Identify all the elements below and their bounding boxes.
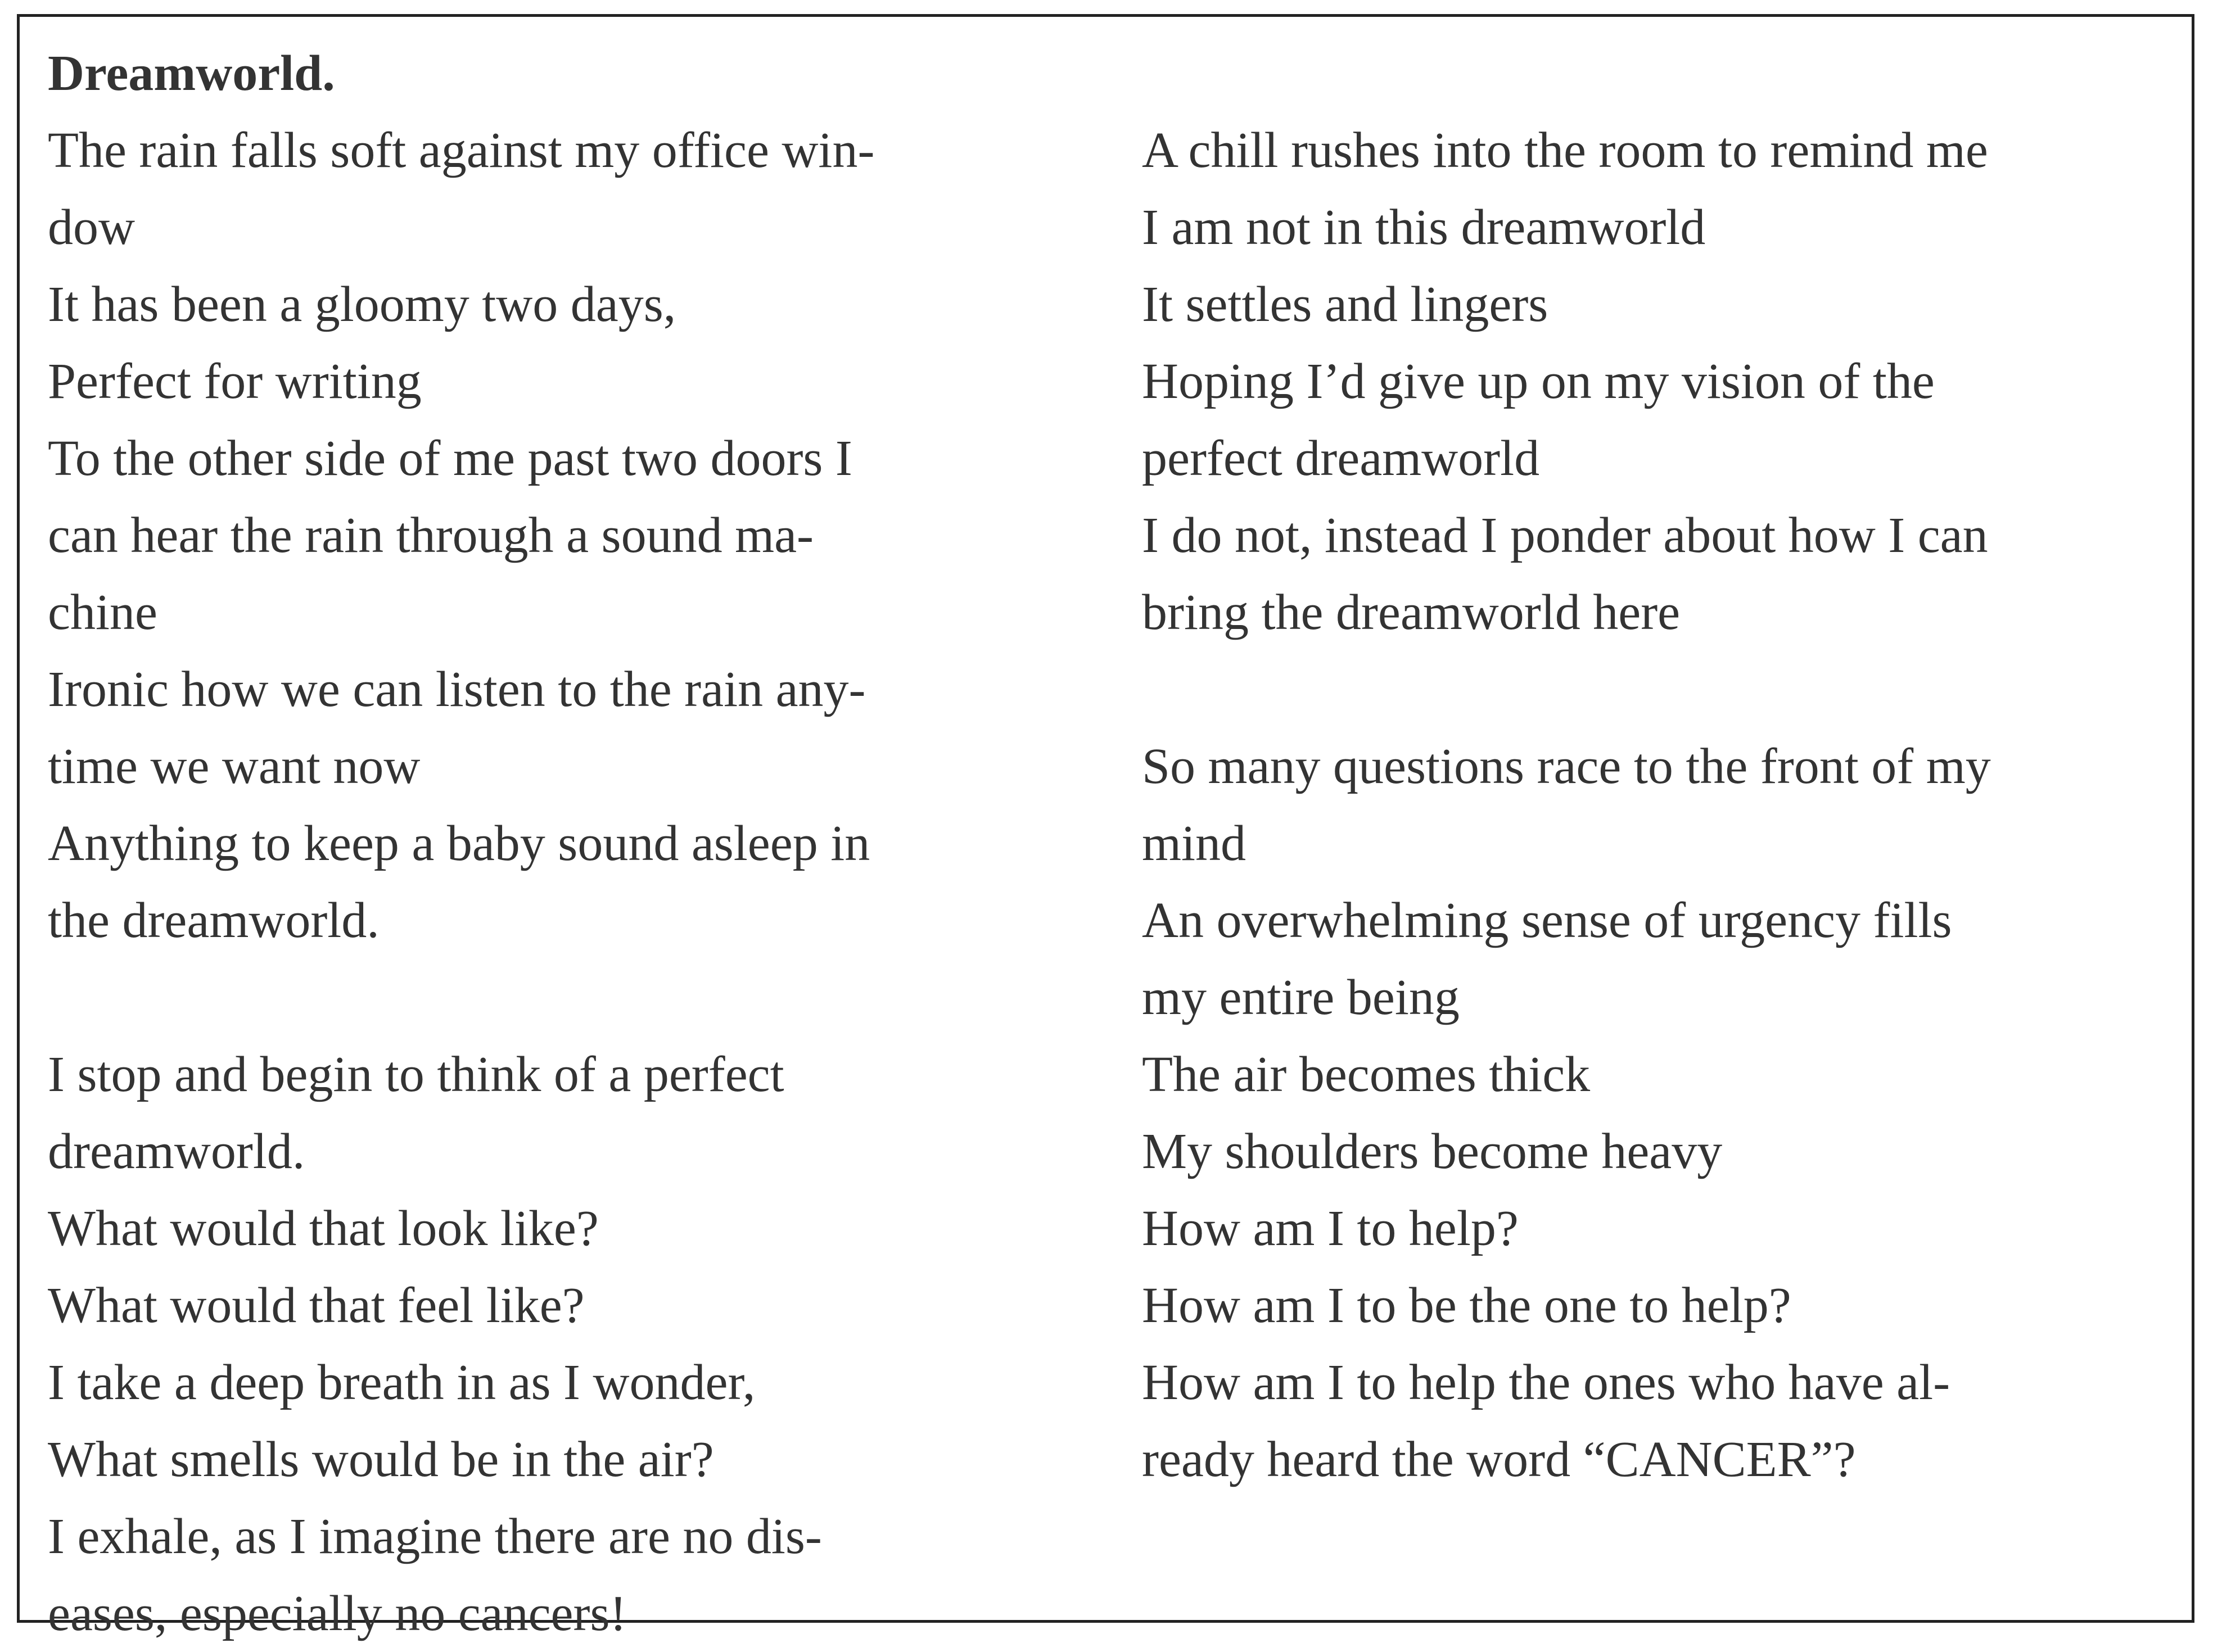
poem-line: bring the dreamworld here: [1142, 585, 1681, 640]
poem-line: chine: [48, 585, 157, 640]
poem-line: my entire being: [1142, 970, 1460, 1025]
poem-line: My shoulders become heavy: [1142, 1124, 1723, 1179]
poem-line: I exhale, as I imagine there are no dis-: [48, 1509, 822, 1564]
poem-line: ready heard the word “CANCER”?: [1142, 1432, 1856, 1487]
poem-line: time we want now: [48, 739, 421, 794]
poem-line: can hear the rain through a sound ma-: [48, 508, 814, 563]
poem-line: Hoping I’d give up on my vision of the: [1142, 354, 1935, 409]
poem-line: Ironic how we can listen to the rain any-: [48, 662, 866, 717]
poem-line: It settles and lingers: [1142, 277, 1548, 332]
poem-line: I am not in this dreamworld: [1142, 200, 1706, 255]
poem-line: So many questions race to the front of my: [1142, 739, 1991, 794]
poem-line: It has been a gloomy two days,: [48, 277, 676, 332]
poem-line: An overwhelming sense of urgency fills: [1142, 893, 1952, 948]
poem-line: How am I to help?: [1142, 1201, 1519, 1256]
stanza-break: [48, 959, 1116, 1036]
poem-line: What smells would be in the air?: [48, 1432, 714, 1487]
poem-box: [17, 14, 2194, 1641]
poem-line: Perfect for writing: [48, 354, 422, 409]
poem-line: To the other side of me past two doors I: [48, 431, 852, 486]
poem-line: How am I to help the ones who have al-: [1142, 1355, 1950, 1410]
poem-right-column: [1142, 112, 2182, 1498]
poem-title: Dreamworld.: [48, 46, 335, 101]
poem-line: Anything to keep a baby sound asleep in: [48, 816, 870, 871]
poem-line: I stop and begin to think of a perfect: [48, 1047, 784, 1102]
poem-line: How am I to be the one to help?: [1142, 1278, 1791, 1333]
poem-line: eases, especially no cancers!: [48, 1586, 627, 1641]
poem-line: dow: [48, 200, 135, 255]
poem-line: The rain falls soft against my office win-: [48, 123, 875, 178]
poem-line: the dreamworld.: [48, 893, 380, 948]
poem-line: dreamworld.: [48, 1124, 305, 1179]
poem-line: mind: [1142, 816, 1247, 871]
poem-line: perfect dreamworld: [1142, 431, 1540, 486]
poem-line: I do not, instead I ponder about how I can: [1142, 508, 1988, 563]
poem-line: I take a deep breath in as I wonder,: [48, 1355, 756, 1410]
poem-left-column: [48, 112, 1116, 1652]
poem-line: What would that feel like?: [48, 1278, 585, 1333]
stanza-break: [1142, 651, 2182, 728]
poem-line: What would that look like?: [48, 1201, 599, 1256]
poem-line: The air becomes thick: [1142, 1047, 1591, 1102]
poem-line: A chill rushes into the room to remind me: [1142, 123, 1988, 178]
